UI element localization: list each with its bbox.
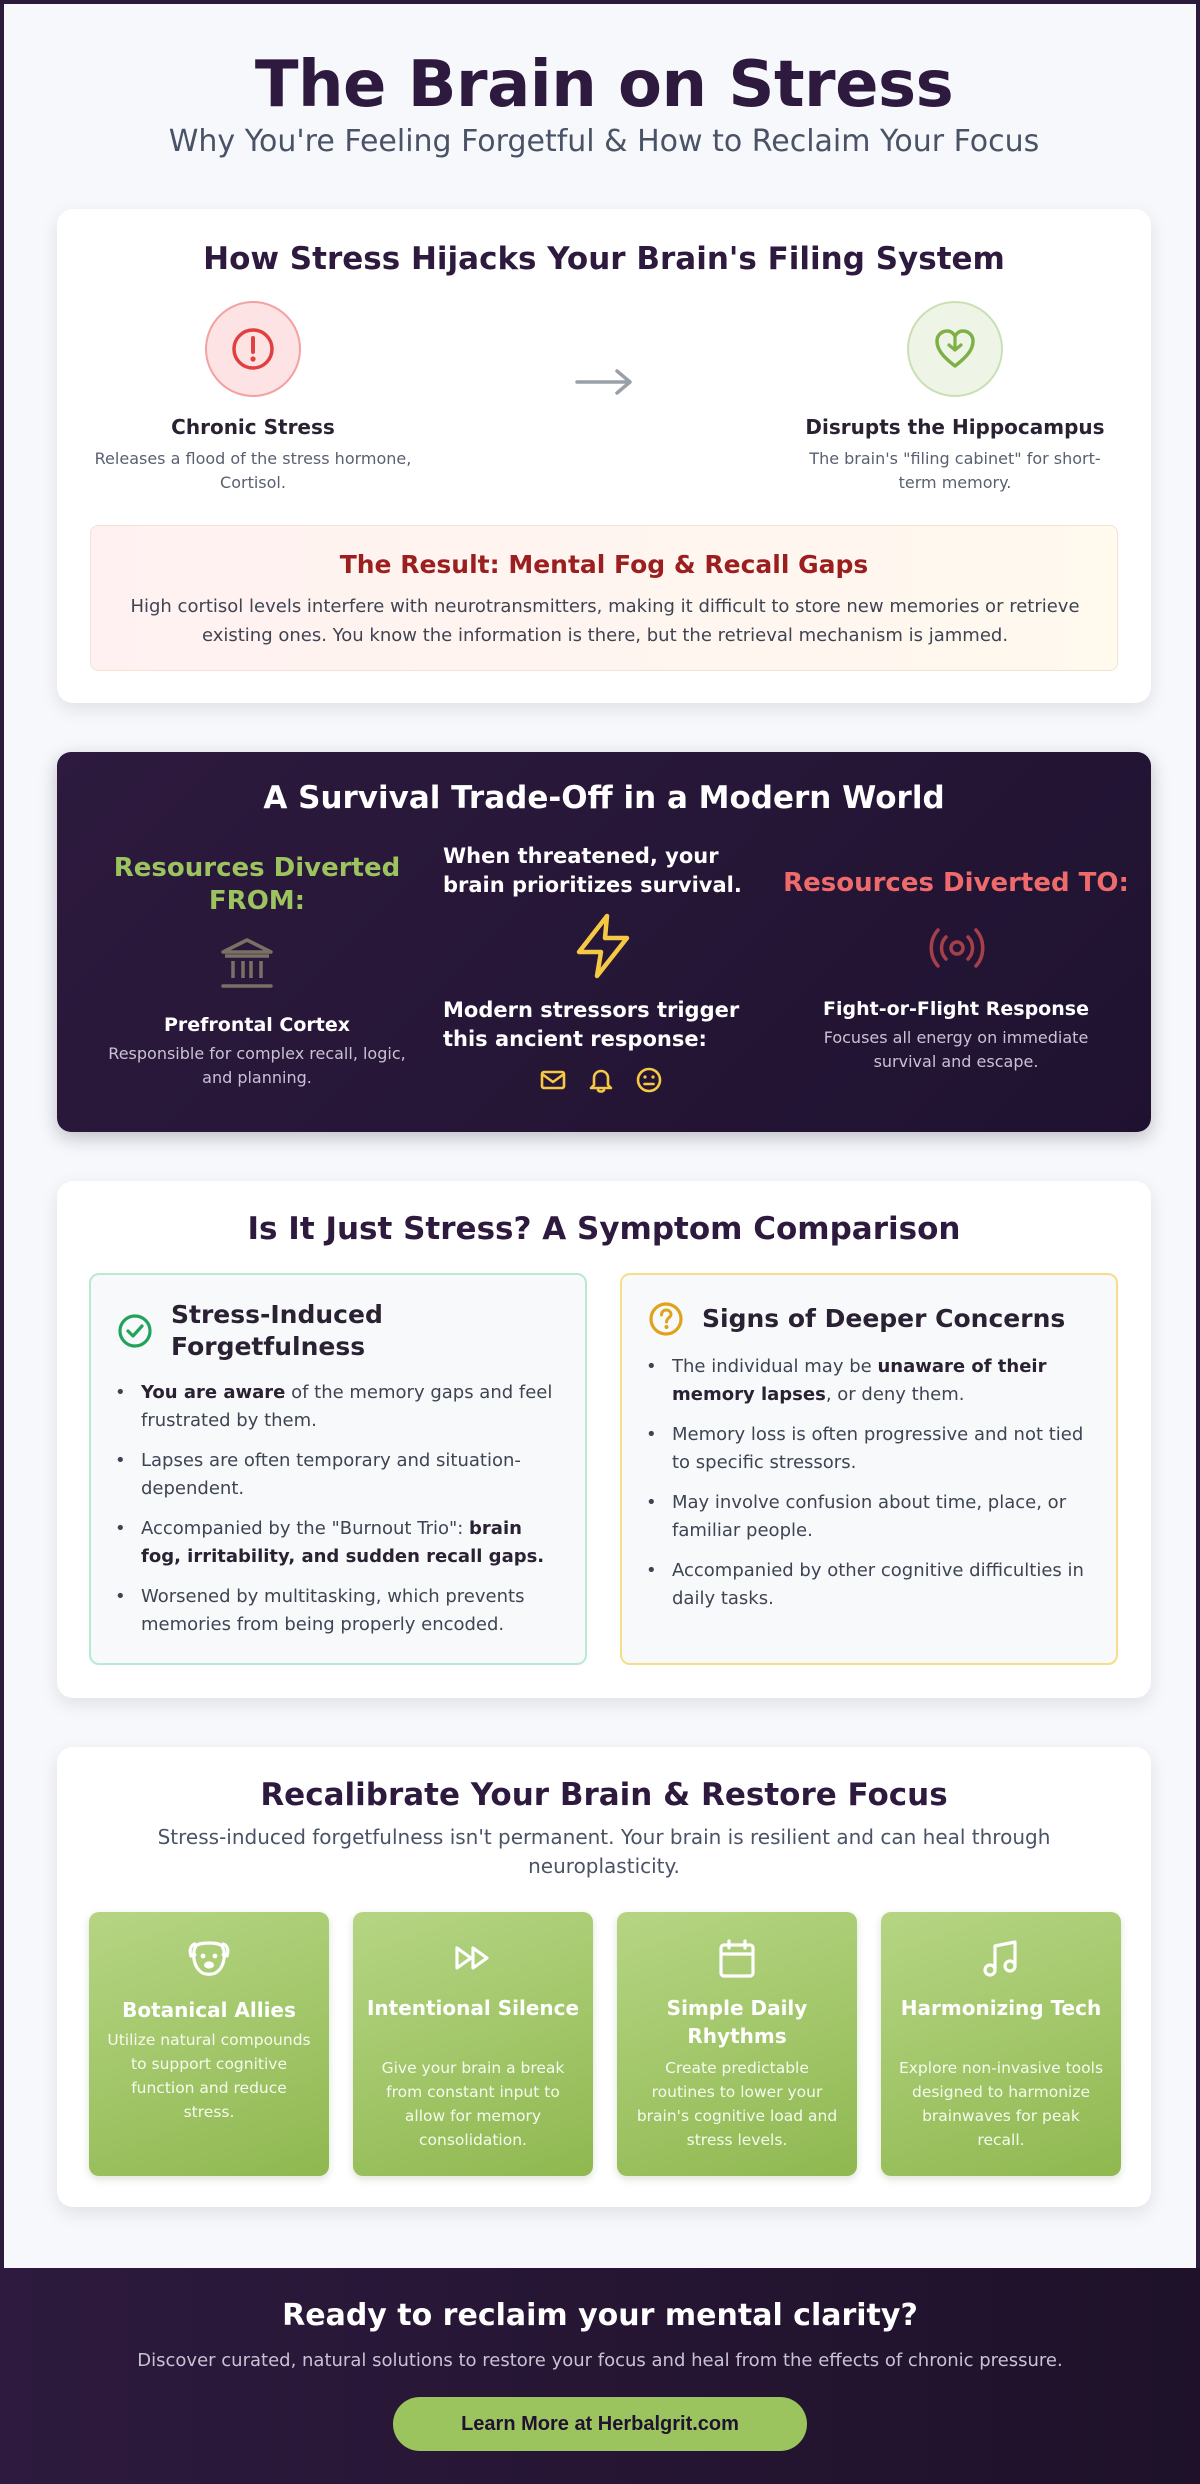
dog-face-icon [89,1938,329,1978]
tradeoff-title: A Survival Trade-Off in a Modern World [263,780,945,816]
broadcast-icon [928,924,986,976]
footer-cta [0,2268,1200,2484]
page-title: The Brain on Stress [254,48,954,122]
hijack-card [57,209,1151,703]
tile-tech [881,1912,1121,2176]
result-title: The Result: Mental Fog & Recall Gaps [339,550,869,579]
prefrontal-desc: Responsible for complex recall, logic, and planning. [108,1044,406,1087]
tile-title: Simple Daily Rhythms [666,1996,808,2048]
fast-forward-icon [353,1938,593,1978]
modern-stressors-text: Modern stressors trigger this ancient response: [443,998,740,1051]
neutral-face-icon [635,1066,663,1098]
list-item: • The individual may be unaware of their memory lapses, or deny them. [646,1353,1096,1409]
list-item: • Memory loss is often progressive and not tied to specific stressors. [646,1421,1096,1477]
tile-rhythms [617,1912,857,2176]
question-circle-icon [648,1301,684,1341]
tile-desc: Explore non-invasive tools designed to harmonize brainwaves for peak recall. [898,2059,1104,2149]
hijack-title: How Stress Hijacks Your Brain's Filing System [203,241,1005,277]
learn-more-button[interactable]: Learn More at Herbalgrit.com [393,2397,807,2451]
diverted-to-heading: Resources Diverted TO: [783,868,1129,898]
calendar-icon [617,1938,857,1980]
symptoms-card [57,1181,1151,1698]
stress-induced-list [115,1379,565,1651]
result-text: High cortisol levels interfere with neurotransmitters, making it difficult to store new memories or retrieve existing ones. You know the information is there, but the retrieval mechanism is jammed. [130,596,1080,646]
prefrontal-label: Prefrontal Cortex [163,1014,351,1036]
lightning-icon [571,912,635,984]
diverted-from-heading: Resources Diverted FROM: [113,853,401,916]
deeper-concerns-box [620,1273,1118,1665]
result-box [90,525,1118,671]
tile-silence [353,1912,593,2176]
arrow-right-icon [575,369,633,399]
stress-induced-box [89,1273,587,1665]
tile-title: Botanical Allies [122,1998,296,2022]
hippocampus-label: Disrupts the Hippocampus [805,415,1105,439]
deeper-concerns-title: Signs of Deeper Concerns [702,1304,1066,1333]
footer-title: Ready to reclaim your mental clarity? [282,2298,918,2333]
chronic-stress-label: Chronic Stress [171,415,335,439]
check-circle-icon [117,1313,153,1353]
tile-desc: Create predictable routines to lower your brain's cognitive load and stress levels. [636,2059,838,2149]
institution-icon [219,936,275,996]
footer-subtitle: Discover curated, natural solutions to restore your focus and heal from the effects of chronic pressure. [137,2350,1063,2371]
page-subtitle: Why You're Feeling Forgetful & How to Reclaim Your Focus [168,124,1040,159]
tile-desc: Utilize natural compounds to support cognitive function and reduce stress. [107,2031,311,2121]
tile-title: Intentional Silence [366,1996,580,2020]
mail-icon [539,1066,567,1098]
hippocampus-desc: The brain's "filing cabinet" for short-term memory. [809,449,1101,492]
stressor-icons [539,1066,663,1098]
recalibrate-subtitle: Stress-induced forgetfulness isn't permanent. Your brain is resilient and can heal through neuroplasticity. [157,1825,1051,1878]
list-item: • Accompanied by other cognitive difficulties in daily tasks. [646,1557,1096,1613]
deeper-concerns-list [646,1353,1096,1625]
music-note-icon [881,1938,1121,1980]
list-item: • You are aware of the memory gaps and feel frustrated by them. [115,1379,565,1435]
brain-heart-icon [907,301,1003,397]
bell-icon [587,1066,615,1098]
alert-circle-icon [205,301,301,397]
fight-flight-desc: Focuses all energy on immediate survival and escape. [823,1028,1089,1071]
list-item: • Worsened by multitasking, which prevents memories from being properly encoded. [115,1583,565,1639]
recalibrate-title: Recalibrate Your Brain & Restore Focus [260,1777,948,1813]
recalibrate-card [57,1747,1151,2207]
fight-flight-label: Fight-or-Flight Response [823,998,1089,1020]
tradeoff-card [57,752,1151,1132]
tile-desc: Give your brain a break from constant input to allow for memory consolidation. [381,2059,565,2149]
list-item: • Lapses are often temporary and situation-dependent. [115,1447,565,1503]
list-item: • May involve confusion about time, place, or familiar people. [646,1489,1096,1545]
symptoms-title: Is It Just Stress? A Symptom Comparison [247,1211,961,1247]
chronic-stress-desc: Releases a flood of the stress hormone, Cortisol. [94,449,412,492]
tile-title: Harmonizing Tech [900,1996,1102,2020]
survival-text: When threatened, your brain prioritizes survival. [443,844,742,897]
tile-botanical [89,1912,329,2176]
list-item: • Accompanied by the "Burnout Trio": brain fog, irritability, and sudden recall gaps. [115,1515,565,1571]
stress-induced-title: Stress-Induced Forgetfulness [171,1300,383,1361]
